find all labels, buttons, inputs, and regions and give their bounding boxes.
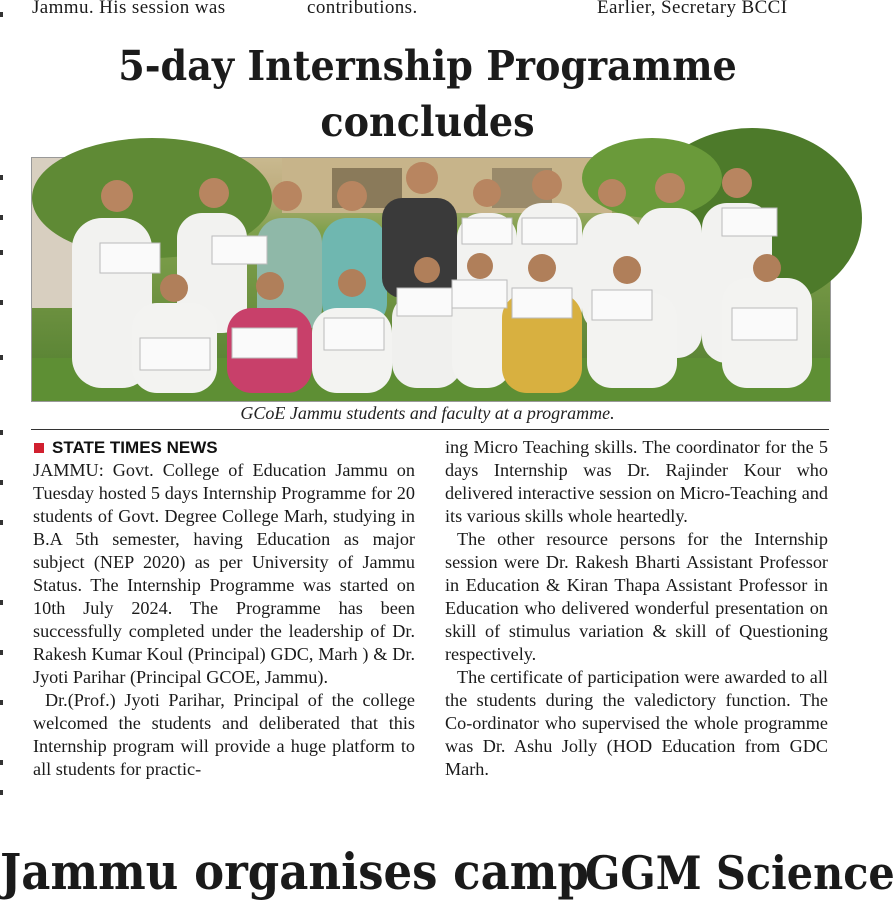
- prev-article-fragment-left: Jammu. His session was: [32, 0, 226, 18]
- prev-article-fragment-middle: contributions.: [307, 0, 418, 18]
- column2-paragraph-1: ing Micro Teaching skills. The coordinator for the 5 days Internship was Dr. Rajinder Kour who delivered interactive session on Micro-Teaching and its various skills whole heartedly.: [445, 437, 828, 526]
- adjacent-column-edge: [0, 0, 6, 897]
- column1-paragraph-2: Dr.(Prof.) Jyoti Parihar, Principal of the college welcomed the students and deliberated that this Internship program will provide a huge platform to all students for practic-: [33, 690, 415, 779]
- caption-divider: [31, 429, 829, 430]
- headline-line-1: 5-day Internship Programme concludes: [118, 42, 737, 146]
- next-headline-right: GGM Science: [585, 846, 895, 900]
- group-photo: [31, 157, 831, 402]
- byline: [34, 438, 218, 458]
- prev-article-fragment-right: Earlier, Secretary BCCI: [597, 0, 788, 18]
- byline-bullet-icon: [34, 443, 44, 453]
- article-column-2: [445, 436, 828, 781]
- column2-paragraph-3: The certificate of participation were awarded to all the students during the valedictory function. The Co-ordinator who supervised the whole programme was Dr. Ashu Jolly (HOD Education from GDC Marh.: [445, 667, 828, 779]
- byline-text: STATE TIMES NEWS: [52, 438, 218, 457]
- next-headline-left: Jammu organises camp: [0, 842, 589, 901]
- group-photo-illustration: [32, 158, 830, 401]
- article-column-1: [33, 459, 415, 781]
- column1-paragraph-1: JAMMU: Govt. College of Education Jammu on Tuesday hosted 5 days Internship Programme for 20 students of Govt. Degree College Marh, studying in B.A 5th semester, having Education as major subject (NEP 2020) as per University of Jammu Status. The Internship Programme was started on 10th July 2024. The Programme has been successfully completed under the leadership of Dr. Rakesh Kumar Koul (Principal) GDC, Marh ) & Dr. Jyoti Parihar (Principal GCOE, Jammu).: [33, 460, 415, 687]
- photo-caption: GCoE Jammu students and faculty at a programme.: [240, 403, 615, 423]
- column2-paragraph-2: The other resource persons for the Internship session were Dr. Rakesh Bharti Assistant Professor in Education & Kiran Thapa Assistant Professor in Education who delivered wonderful presentation on skill of stimulus variation & skill of Questioning respectively.: [445, 529, 828, 664]
